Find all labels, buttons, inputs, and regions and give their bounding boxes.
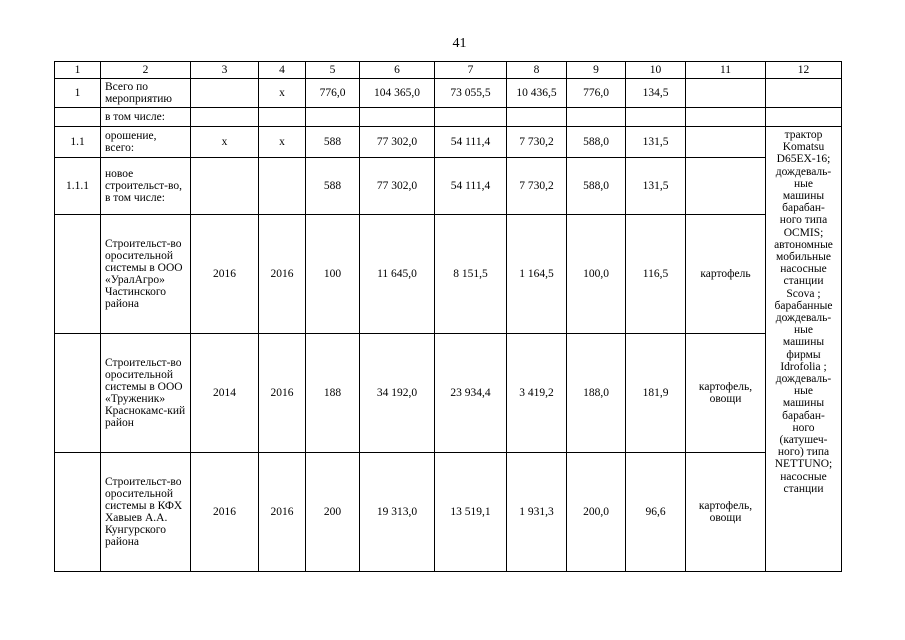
equipment-line: Idrofolia ; <box>780 360 827 373</box>
end-year <box>259 108 306 127</box>
equipment-line: NETTUNO; <box>774 458 833 471</box>
header-cell: 9 <box>567 62 626 79</box>
cost-col8: 1 931,3 <box>507 453 567 572</box>
equipment-line: ные <box>794 385 813 398</box>
data-table <box>54 61 842 572</box>
header-cell: 2 <box>101 62 191 79</box>
row-title: Строительст-во оросительной системы в ООО «Труженик» Краснокамс-кий район <box>101 334 191 453</box>
row-number <box>55 453 101 572</box>
crop: картофель <box>686 215 766 334</box>
equipment-line: барабан- <box>782 409 825 422</box>
equipment <box>766 79 842 108</box>
header-cell: 5 <box>306 62 360 79</box>
area-value: 200 <box>306 453 360 572</box>
value-col9: 188,0 <box>567 334 626 453</box>
equipment-line: мобильные <box>775 251 831 264</box>
area-value: 100 <box>306 215 360 334</box>
cost-col8 <box>507 108 567 127</box>
crop <box>686 127 766 158</box>
row-number: 1.1.1 <box>55 158 101 215</box>
header-cell: 3 <box>191 62 259 79</box>
table-row-total <box>55 79 842 108</box>
area-value: 588 <box>306 158 360 215</box>
row-title: орошение, всего: <box>101 127 191 158</box>
equipment-line: насосные <box>780 263 827 276</box>
header-cell: 12 <box>766 62 842 79</box>
table-row-project <box>55 334 842 453</box>
crop <box>686 108 766 127</box>
start-year <box>191 108 259 127</box>
equipment-line: ного типа <box>779 214 828 227</box>
end-year: 2016 <box>259 215 306 334</box>
row-number <box>55 215 101 334</box>
end-year: х <box>259 79 306 108</box>
header-cell: 1 <box>55 62 101 79</box>
total-cost: 77 302,0 <box>360 158 435 215</box>
row-title: в том числе: <box>101 108 191 127</box>
row-number <box>55 108 101 127</box>
equipment <box>766 108 842 127</box>
row-number: 1 <box>55 79 101 108</box>
total-cost: 104 365,0 <box>360 79 435 108</box>
equipment-line: дождеваль- <box>775 165 832 178</box>
value-col10: 131,5 <box>626 127 686 158</box>
total-cost: 11 645,0 <box>360 215 435 334</box>
equipment-line: станции <box>783 275 824 288</box>
equipment-line: барабан- <box>782 202 825 215</box>
equipment-line: фирмы <box>786 348 821 361</box>
start-year: 2016 <box>191 215 259 334</box>
start-year: х <box>191 127 259 158</box>
value-col10: 116,5 <box>626 215 686 334</box>
area-value <box>306 108 360 127</box>
equipment-line: ного <box>792 421 815 434</box>
cost-col8: 7 730,2 <box>507 127 567 158</box>
total-cost: 77 302,0 <box>360 127 435 158</box>
equipment-line: (катушеч- <box>779 434 828 447</box>
start-year <box>191 158 259 215</box>
crop <box>686 158 766 215</box>
cost-col7: 23 934,4 <box>435 334 507 453</box>
equipment-lines <box>769 129 838 495</box>
value-col9 <box>567 108 626 127</box>
cost-col8: 10 436,5 <box>507 79 567 108</box>
value-col10: 134,5 <box>626 79 686 108</box>
equipment-line: D65EX-16; <box>776 153 831 166</box>
value-col9: 100,0 <box>567 215 626 334</box>
value-col10: 96,6 <box>626 453 686 572</box>
equipment-line: дождеваль- <box>775 312 832 325</box>
cost-col8: 1 164,5 <box>507 215 567 334</box>
page-number: 41 <box>452 36 467 51</box>
equipment-line: Komatsu <box>782 141 825 154</box>
cost-col7: 73 055,5 <box>435 79 507 108</box>
cost-col7: 8 151,5 <box>435 215 507 334</box>
header-cell: 4 <box>259 62 306 79</box>
equipment-line: станции <box>783 482 824 495</box>
equipment-line: Scova ; <box>786 287 821 300</box>
cost-col7 <box>435 108 507 127</box>
equipment-line: насосные <box>780 470 827 483</box>
equipment-line: машины <box>782 190 825 203</box>
equipment-line: ные <box>794 324 813 337</box>
table-row-project <box>55 453 842 572</box>
value-col9: 200,0 <box>567 453 626 572</box>
area-value: 188 <box>306 334 360 453</box>
value-col9: 588,0 <box>567 158 626 215</box>
total-cost <box>360 108 435 127</box>
start-year: 2016 <box>191 453 259 572</box>
row-number: 1.1 <box>55 127 101 158</box>
equipment-line: трактор <box>784 129 823 141</box>
header-cell: 10 <box>626 62 686 79</box>
row-title: новое строительст-во, в том числе: <box>101 158 191 215</box>
cost-col8: 3 419,2 <box>507 334 567 453</box>
total-cost: 34 192,0 <box>360 334 435 453</box>
header-cell: 8 <box>507 62 567 79</box>
crop: картофель, овощи <box>686 453 766 572</box>
equipment-line: машины <box>782 397 825 410</box>
header-row <box>55 62 842 79</box>
start-year: 2014 <box>191 334 259 453</box>
equipment-line: машины <box>782 336 825 349</box>
header-cell: 7 <box>435 62 507 79</box>
cost-col7: 54 111,4 <box>435 158 507 215</box>
start-year <box>191 79 259 108</box>
row-title: Всего по мероприятию <box>101 79 191 108</box>
table-row-new-construction <box>55 158 842 215</box>
row-title: Строительст-во оросительной системы в ООО «УралАгро» Частинского района <box>101 215 191 334</box>
end-year: 2016 <box>259 453 306 572</box>
equipment-line: дождеваль- <box>775 373 832 386</box>
row-title: Строительст-во оросительной системы в КФХ Хавыев А.А. Кунгурского района <box>101 453 191 572</box>
header-cell: 6 <box>360 62 435 79</box>
crop <box>686 79 766 108</box>
value-col10 <box>626 108 686 127</box>
cost-col7: 13 519,1 <box>435 453 507 572</box>
equipment-line: OCMIS; <box>783 226 824 239</box>
end-year: 2016 <box>259 334 306 453</box>
crop: картофель, овощи <box>686 334 766 453</box>
header-cell: 11 <box>686 62 766 79</box>
equipment-line: ного) типа <box>777 446 830 459</box>
row-number <box>55 334 101 453</box>
value-col9: 588,0 <box>567 127 626 158</box>
area-value: 776,0 <box>306 79 360 108</box>
equipment-line: ные <box>794 177 813 190</box>
end-year: х <box>259 127 306 158</box>
value-col10: 131,5 <box>626 158 686 215</box>
equipment-description <box>766 127 842 572</box>
cost-col8: 7 730,2 <box>507 158 567 215</box>
equipment-line: автономные <box>774 238 833 251</box>
end-year <box>259 158 306 215</box>
area-value: 588 <box>306 127 360 158</box>
equipment-line: барабанные <box>774 299 833 312</box>
table-row-including <box>55 108 842 127</box>
value-col9: 776,0 <box>567 79 626 108</box>
table-row-irrigation <box>55 127 842 158</box>
value-col10: 181,9 <box>626 334 686 453</box>
total-cost: 19 313,0 <box>360 453 435 572</box>
cost-col7: 54 111,4 <box>435 127 507 158</box>
table-row-project <box>55 215 842 334</box>
